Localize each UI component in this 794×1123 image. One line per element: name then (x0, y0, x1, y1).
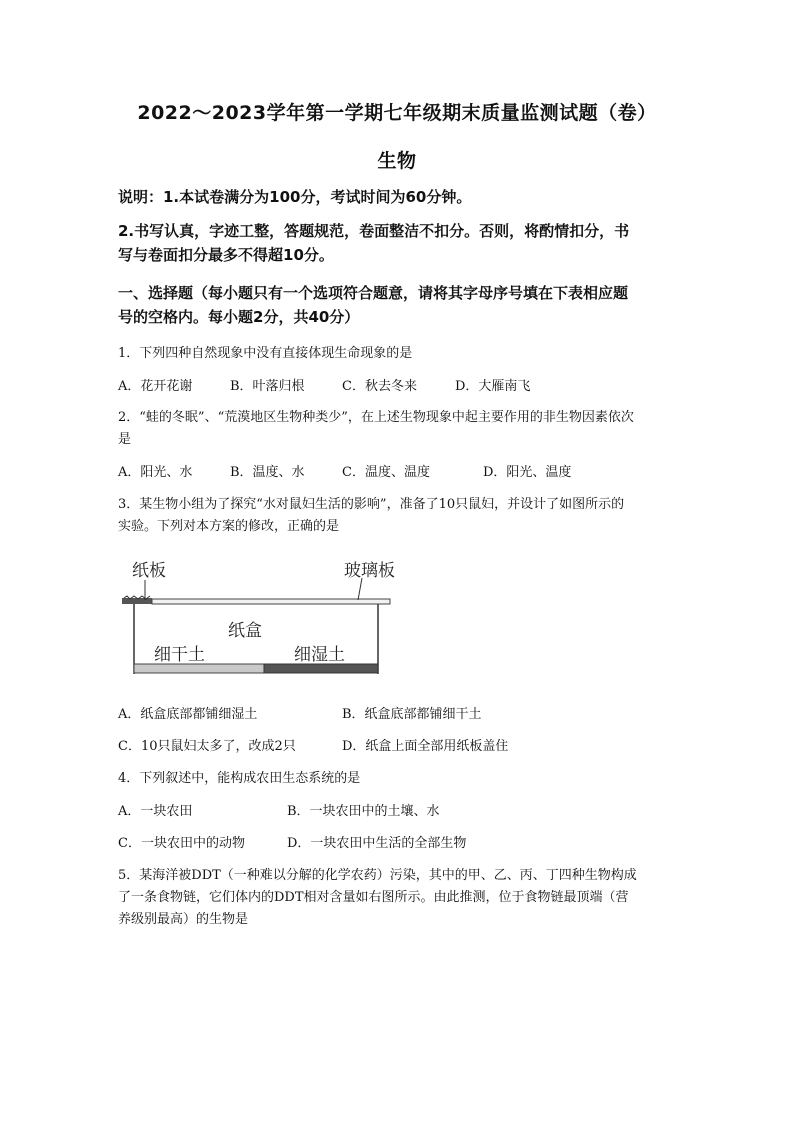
experiment-diagram (118, 550, 408, 680)
q2-option-b: B．温度、水 (230, 465, 305, 480)
glassboard-cover (152, 599, 390, 604)
q1-option-d: D．大雁南飞 (455, 379, 531, 394)
q3-option-a: A．纸盒底部都铺细湿土 (118, 707, 258, 722)
q5-stem-a: 5．某海洋被DDT（一种难以分解的化学农药）污染，其中的甲、乙、丙、丁四种生物构成 (118, 868, 637, 883)
q5-stem-c: 养级别最高）的生物是 (118, 912, 249, 927)
instruction-line-2a: 2.书写认真，字迹工整，答题规范，卷面整洁不扣分。否则，将酌情扣分，书 (118, 222, 630, 240)
q3-option-c: C．10只鼠妇太多了，改成2只 (118, 739, 296, 754)
q5-stem-b: 了一条食物链，它们体内的DDT相对含量如右图所示。由此推测，位于食物链最顶端（营 (118, 890, 629, 905)
q4-option-d: D．一块农田中生活的全部生物 (287, 836, 467, 851)
q4-stem: 4．下列叙述中，能构成农田生态系统的是 (118, 771, 361, 786)
q4-option-b: B．一块农田中的土壤、水 (287, 804, 440, 819)
dry-soil-label: 细干土 (154, 645, 205, 665)
q1-option-a: A．花开花谢 (118, 379, 193, 394)
wet-soil-bar (264, 664, 378, 673)
paperboard-cover (122, 598, 152, 604)
dry-soil-bar (134, 664, 264, 673)
section-heading-b: 号的空格内。每小题2分，共40分） (118, 308, 360, 326)
q3-stem-b: 实验。下列对本方案的修改，正确的是 (118, 519, 340, 534)
exam-title: 2022～2023学年第一学期七年级期末质量监测试题（卷） (137, 102, 657, 124)
section-heading-a: 一、选择题（每小题只有一个选项符合题意，请将其字母序号填在下表相应题 (118, 284, 629, 302)
instruction-line-2b: 写与卷面扣分最多不得超10分。 (118, 246, 334, 264)
q2-option-d: D．阳光、温度 (483, 465, 572, 480)
q1-option-c: C．秋去冬来 (342, 379, 417, 394)
q3-option-b: B．纸盒底部都铺细干土 (342, 707, 482, 722)
q2-option-c: C．温度、温度 (342, 465, 430, 480)
subject-title: 生物 (377, 150, 417, 172)
q4-option-c: C．一块农田中的动物 (118, 836, 245, 851)
instruction-line-1: 说明：1.本试卷满分为100分，考试时间为60分钟。 (118, 188, 472, 206)
q2-stem-a: 2．“蛙的冬眠”、“荒漠地区生物种类少”，在上述生物现象中起主要作用的非生物因素依次 (118, 410, 634, 425)
q2-option-a: A．阳光、水 (118, 465, 193, 480)
q1-stem: 1．下列四种自然现象中没有直接体现生命现象的是 (118, 346, 413, 361)
q4-option-a: A．一块农田 (118, 804, 193, 819)
q1-option-b: B．叶落归根 (230, 379, 305, 394)
wet-soil-label: 细湿土 (294, 645, 345, 665)
q2-stem-b: 是 (118, 432, 132, 447)
paperboard-label: 纸板 (132, 561, 166, 581)
q3-stem-a: 3．某生物小组为了探究“水对鼠妇生活的影响”，准备了10只鼠妇，并设计了如图所示的 (118, 497, 625, 512)
box-label: 纸盒 (228, 621, 262, 641)
q3-option-d: D．纸盒上面全部用纸板盖住 (342, 739, 509, 754)
glassboard-label: 玻璃板 (344, 561, 395, 581)
